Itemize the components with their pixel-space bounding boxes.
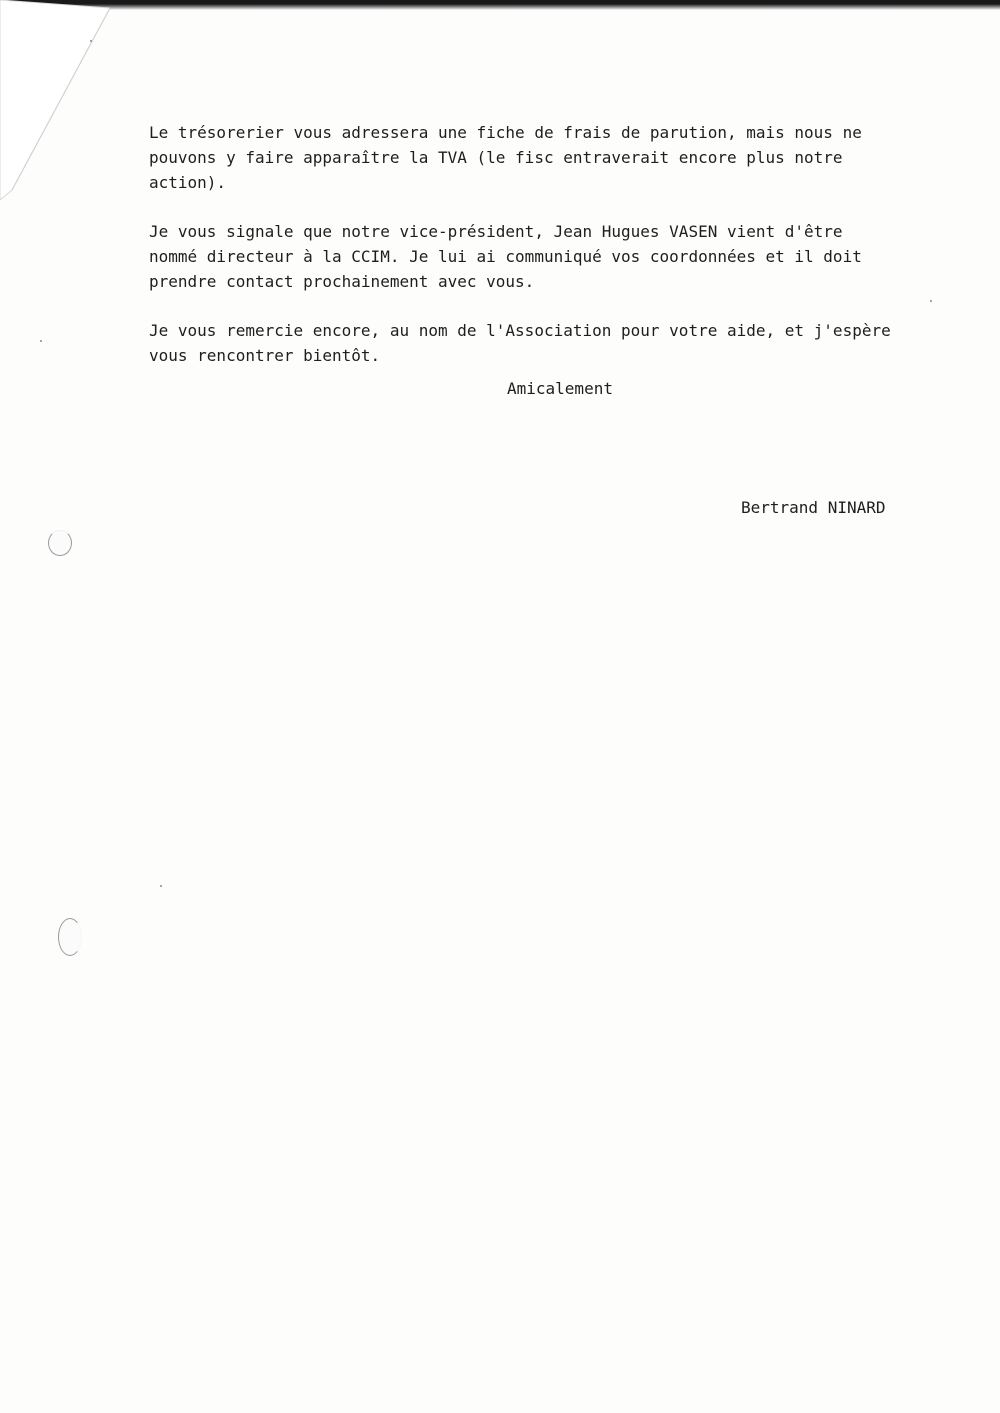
punch-hole-upper [48,530,72,556]
paragraph-vice-president: Je vous signale que notre vice-président, Jean Hugues VASEN vient d'être nommé directeur à la CCIM. Je lui ai communiqué vos coordonnées et il doit prendre contact prochainement avec vous. [149,222,862,291]
signature-name: Bertrand NINARD [741,498,886,517]
paragraph-invoice-note: Le trésorerier vous adressera une fiche de frais de parution, mais nous ne pouvons y faire apparaître la TVA (le fisc entraverait encore plus notre action). [149,123,862,192]
punch-hole-lower [58,918,82,956]
folded-corner [0,0,110,200]
scan-edge-shadow [0,0,1000,10]
paragraph-thanks: Je vous remercie encore, au nom de l'Association pour votre aide, et j'espère vous rencontrer bientôt. [149,321,891,365]
closing-salutation: Amicalement [507,379,613,398]
letter-body [149,120,909,392]
